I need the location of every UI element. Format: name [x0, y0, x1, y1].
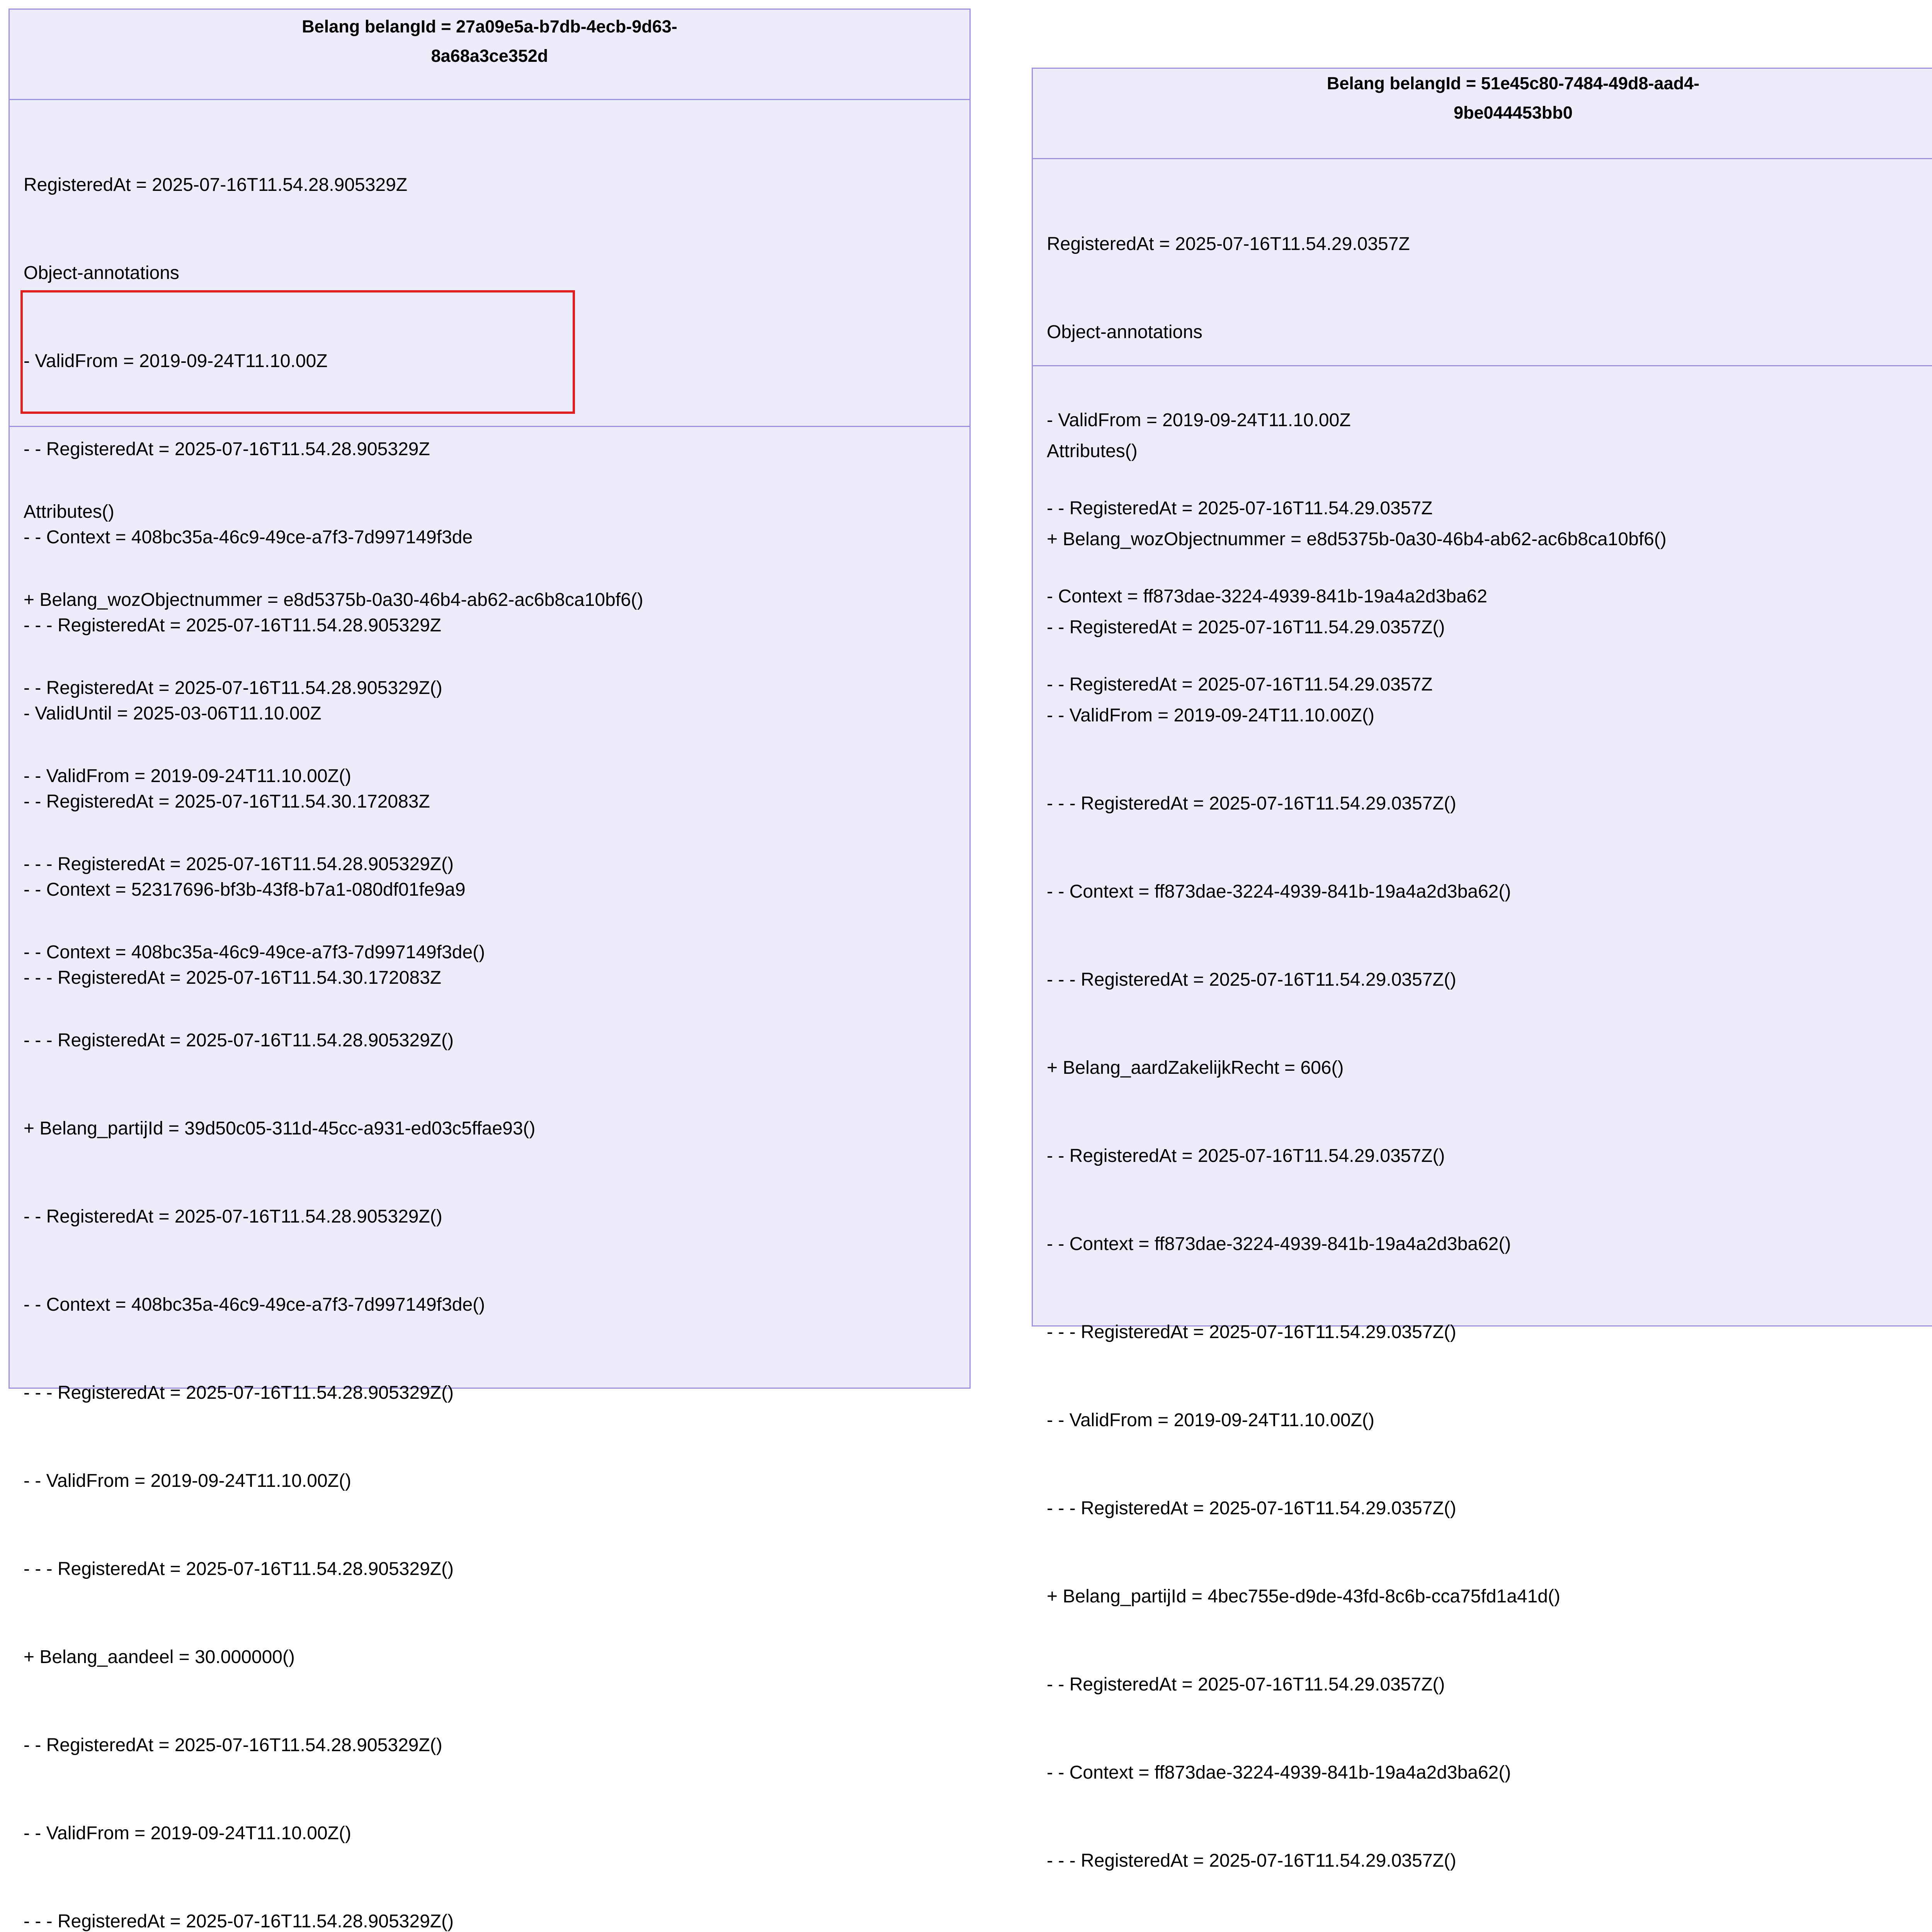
meta-line: Object-annotations: [24, 263, 179, 283]
attribute-line: + Belang_aandeel = 30.000000(): [24, 1647, 295, 1667]
class-title-line1: Belang belangId = 27a09e5a-b7db-4ecb-9d63-: [302, 17, 677, 36]
class-header: [1033, 69, 1932, 159]
attribute-line: + Belang_partijId = 4bec755e-d9de-43fd-8c6b-cca75fd1a41d(): [1047, 1586, 1560, 1607]
attribute-line: - - - RegisteredAt = 2025-07-16T11.54.29.0357Z(): [1047, 1322, 1456, 1342]
attribute-line: - - RegisteredAt = 2025-07-16T11.54.29.0357Z(): [1047, 1146, 1445, 1166]
attribute-line: - - - RegisteredAt = 2025-07-16T11.54.28.905329Z(): [24, 854, 454, 874]
attribute-line: - - Context = 408bc35a-46c9-49ce-a7f3-7d997149f3de(): [24, 1294, 485, 1315]
attribute-line: - - RegisteredAt = 2025-07-16T11.54.29.0357Z(): [1047, 617, 1445, 638]
meta-line: - Context = ff873dae-3224-4939-841b-19a4a2d3ba62: [1047, 586, 1488, 607]
attribute-line: - - Context = ff873dae-3224-4939-841b-19a4a2d3ba62(): [1047, 1762, 1511, 1783]
attribute-line: + Belang_wozObjectnummer = e8d5375b-0a30-46b4-ab62-ac6b8ca10bf6(): [1047, 529, 1667, 549]
attribute-line: - - ValidFrom = 2019-09-24T11.10.00Z(): [24, 1471, 351, 1491]
class-box-belang-1: [9, 9, 971, 1932]
attribute-line: + Belang_aardZakelijkRecht = 606(): [1047, 1058, 1344, 1078]
meta-line: - ValidFrom = 2019-09-24T11.10.00Z: [1047, 410, 1351, 430]
meta-line: - - RegisteredAt = 2025-07-16T11.54.28.905329Z: [24, 439, 430, 459]
class-title-line2: 9be044453bb0: [1454, 103, 1573, 122]
class-header: [10, 10, 969, 100]
attribute-line: - - - RegisteredAt = 2025-07-16T11.54.28.905329Z(): [24, 1911, 454, 1932]
meta-line: - - RegisteredAt = 2025-07-16T11.54.30.172083Z: [24, 791, 430, 812]
attribute-line: - - - RegisteredAt = 2025-07-16T11.54.28.905329Z(): [24, 1559, 454, 1579]
attribute-line: - - RegisteredAt = 2025-07-16T11.54.28.905329Z(): [24, 1735, 442, 1755]
attribute-line: Attributes(): [1047, 441, 1138, 461]
attribute-line: - - RegisteredAt = 2025-07-16T11.54.28.905329Z(): [24, 678, 442, 698]
attribute-line: - - - RegisteredAt = 2025-07-16T11.54.29.0357Z(): [1047, 793, 1456, 814]
class-title-line1: Belang belangId = 51e45c80-7484-49d8-aad4-: [1327, 73, 1700, 93]
attribute-line: + Belang_wozObjectnummer = e8d5375b-0a30-46b4-ab62-ac6b8ca10bf6(): [24, 590, 643, 610]
attribute-line: - - ValidFrom = 2019-09-24T11.10.00Z(): [24, 1823, 351, 1844]
class-title-line2: 8a68a3ce352d: [431, 46, 548, 66]
attribute-line: - - - RegisteredAt = 2025-07-16T11.54.29.0357Z(): [1047, 1850, 1456, 1871]
attribute-line: - - - RegisteredAt = 2025-07-16T11.54.28.905329Z(): [24, 1383, 454, 1403]
meta-line: - - Context = 52317696-bf3b-43f8-b7a1-080df01fe9a9: [24, 879, 466, 900]
attribute-line: - - Context = ff873dae-3224-4939-841b-19a4a2d3ba62(): [1047, 1234, 1511, 1254]
meta-line: RegisteredAt = 2025-07-16T11.54.29.0357Z: [1047, 234, 1410, 254]
meta-line: - ValidUntil = 2025-03-06T11.10.00Z: [24, 703, 321, 724]
attribute-line: - - RegisteredAt = 2025-07-16T11.54.29.0357Z(): [1047, 1674, 1445, 1695]
meta-line: - - - RegisteredAt = 2025-07-16T11.54.30.172083Z: [24, 968, 442, 988]
attribute-line: - - Context = 408bc35a-46c9-49ce-a7f3-7d997149f3de(): [24, 942, 485, 963]
attribute-line: - - ValidFrom = 2019-09-24T11.10.00Z(): [24, 766, 351, 786]
meta-line: - - RegisteredAt = 2025-07-16T11.54.29.0357Z: [1047, 498, 1433, 519]
attribute-line: - - ValidFrom = 2019-09-24T11.10.00Z(): [1047, 705, 1374, 726]
attribute-line: Attributes(): [24, 502, 114, 522]
attribute-line: - - RegisteredAt = 2025-07-16T11.54.28.905329Z(): [24, 1206, 442, 1227]
meta-line: - ValidFrom = 2019-09-24T11.10.00Z: [24, 351, 328, 371]
meta-line: RegisteredAt = 2025-07-16T11.54.28.905329Z: [24, 175, 408, 195]
attribute-line: + Belang_partijId = 39d50c05-311d-45cc-a931-ed03c5ffae93(): [24, 1118, 536, 1139]
attribute-line: - - ValidFrom = 2019-09-24T11.10.00Z(): [1047, 1410, 1374, 1430]
meta-line: Object-annotations: [1047, 322, 1202, 342]
attribute-line: - - - RegisteredAt = 2025-07-16T11.54.28.905329Z(): [24, 1030, 454, 1051]
meta-line: - - RegisteredAt = 2025-07-16T11.54.29.0357Z: [1047, 674, 1433, 695]
attribute-line: - - - RegisteredAt = 2025-07-16T11.54.29.0357Z(): [1047, 1498, 1456, 1519]
attribute-line: - - - RegisteredAt = 2025-07-16T11.54.29.0357Z(): [1047, 969, 1456, 990]
meta-line: - - - RegisteredAt = 2025-07-16T11.54.28.905329Z: [24, 615, 442, 636]
meta-line: - - Context = 408bc35a-46c9-49ce-a7f3-7d997149f3de: [24, 527, 473, 548]
class-box-belang-2: [1032, 68, 1932, 1871]
attribute-line: - - Context = ff873dae-3224-4939-841b-19a4a2d3ba62(): [1047, 881, 1511, 902]
